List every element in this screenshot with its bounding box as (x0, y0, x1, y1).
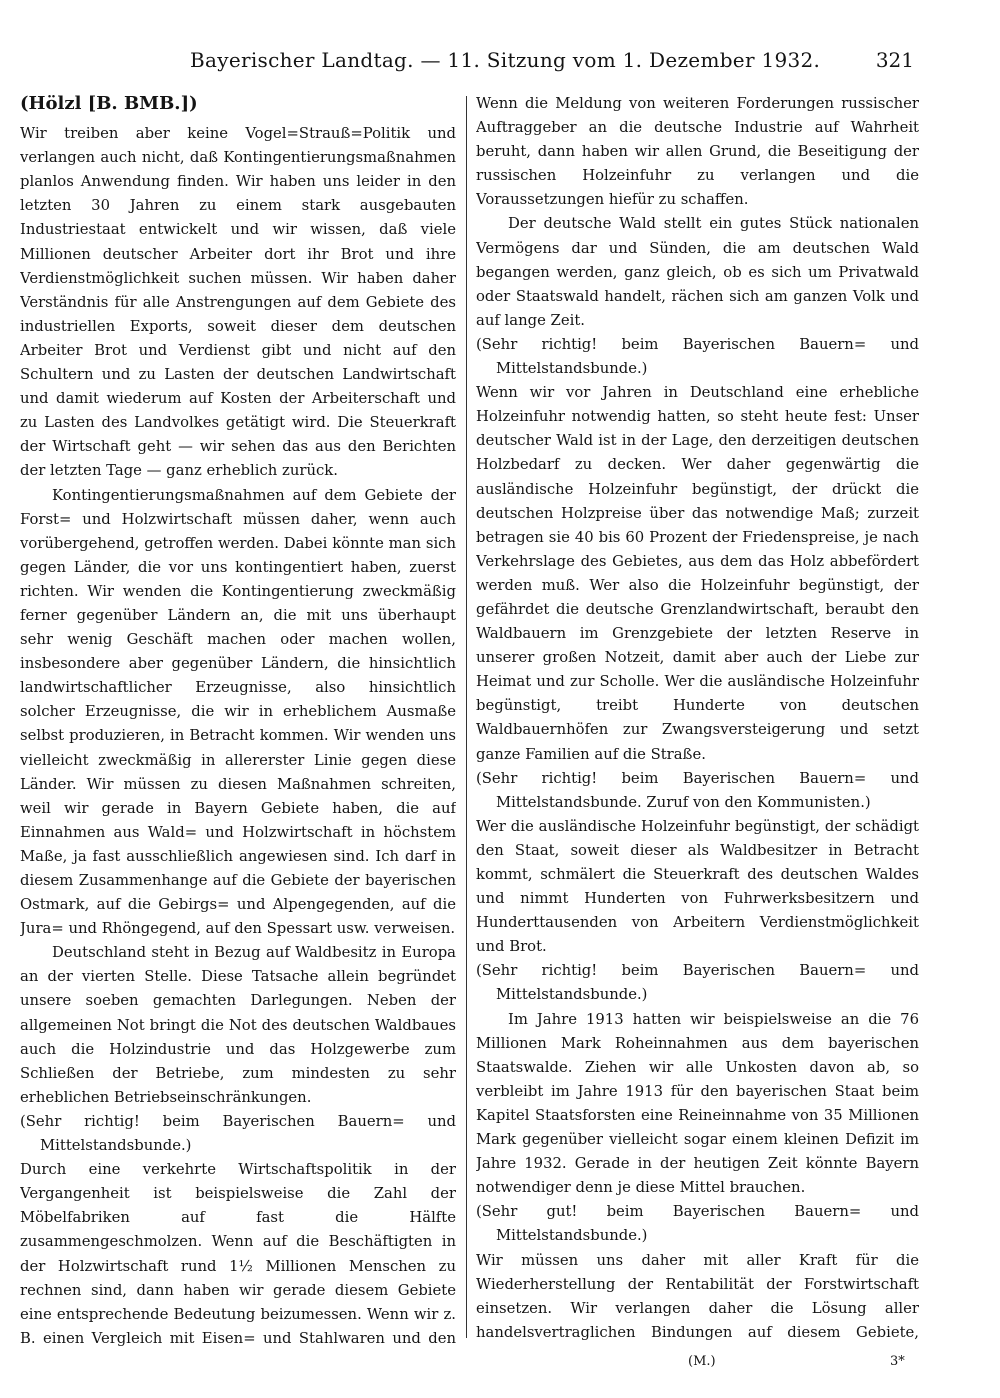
page-number: 321 (875, 48, 914, 72)
right-column (476, 92, 919, 1346)
running-title: Bayerischer Landtag. — 11. Sitzung vom 1. Dezember 1932. (190, 48, 821, 72)
printer-mark: (M.) (688, 1354, 716, 1369)
interjection: (Sehr richtig! beim Bayerischen Bauern= und Mittelstandsbunde.) (20, 1112, 456, 1155)
paragraph: Wer die ausländische Holzeinfuhr begünstigt, der schädigt den Staat, soweit dieser als Waldbesitzer in Betracht kommt, schmälert die Steuerkraft des deutschen Waldes und nimmt Hunderten von Fuhrwerksbesitzern und Hunderttausenden von Arbeitern Verdienstmöglichkeit und Brot. (476, 817, 919, 956)
paragraph: Wenn wir vor Jahren in Deutschland eine erhebliche Holzeinfuhr notwendig hatten, so steht heute fest: Unser deutscher Wald ist in der Lage, den derzeitigen deutschen Holzbedarf zu decken. Wer daher gegenwärtig die ausländische Holzeinfuhr begünstigt, der drückt die deutschen Holzpreise über das notwendige Maß; zurzeit betragen sie 40 bis 60 Prozent der Friedenspreise, je nach Verkehrslage des Gebietes, aus dem das Holz abbefördert werden muß. Wer also die Holzeinfuhr begünstigt, der gefährdet die deutsche Grenzlandwirtschaft, beraubt den Waldbauern im Grenzgebiete der letzten Reserve in unserer großen Notzeit, damit aber auch der Liebe zur Heimat und zur Scholle. Wer die ausländische Holzeinfuhr begünstigt, treibt Hunderte von deutschen Waldbauernhöfen zur Zwangsversteigerung und setzt ganze Familien auf die Straße. (476, 384, 919, 763)
signature-mark: 3* (890, 1354, 905, 1369)
interjection: (Sehr gut! beim Bayerischen Bauern= und Mittelstandsbunde.) (476, 1203, 919, 1245)
paragraph: Der deutsche Wald stellt ein gutes Stück nationalen Vermögens dar und Sünden, die am deutschen Wald begangen werden, ganz gleich, ob es sich um Privatwald oder Staatswald handelt, rächen sich am ganzen Volk und auf lange Zeit. (476, 215, 919, 329)
page-footer (0, 1354, 1000, 1376)
running-header (0, 48, 1000, 78)
column-divider (466, 96, 467, 1338)
paragraph: Wenn die Meldung von weiteren Forderungen russischer Auftraggeber an die deutsche Industrie auf Wahrheit beruht, dann haben wir allen Grund, die Beseitigung der russischen Holzeinfuhr zu verlangen und die Voraussetzungen hiefür zu schaffen. (476, 95, 919, 209)
interjection: (Sehr richtig! beim Bayerischen Bauern= und Mittelstandsbunde. Zuruf von den Kommunisten.) (476, 769, 919, 811)
paragraph: Wir treiben aber keine Vogel=Strauß=Politik und verlangen auch nicht, daß Kontingentierungsmaßnahmen planlos Anwendung finden. Wir haben uns leider in den letzten 30 Jahren zu einem stark ausgebauten Industriestaat entwickelt und wir wissen, daß viele Millionen deutscher Arbeiter dort ihr Brot und ihre Verdienstmöglichkeit suchen müssen. Wir haben daher Verständnis für alle Anstrengungen auf dem Gebiete des industriellen Exports, soweit dieser dem deutschen Arbeiter Brot und Verdienst gibt und nicht auf den Schultern und zu Lasten der deutschen Landwirtschaft und damit wiederum auf Kosten der Arbeiterschaft und zu Lasten des Landvolkes getätigt wird. Die Steuerkraft der Wirtschaft geht — wir sehen das aus den Berichten der letzten Tage — ganz erheblich zurück. (20, 125, 456, 480)
paragraph: Im Jahre 1913 hatten wir beispielsweise an die 76 Millionen Mark Roheinnahmen aus dem bayerischen Staatswalde. Ziehen wir alle Unkosten davon ab, so verbleibt im Jahre 1913 für den bayerischen Staat beim Kapitel Staatsforsten eine Reineinnahme von 35 Millionen Mark gegenüber vielleicht sogar einem kleinen Defizit im Jahre 1932. Gerade in der heutigen Zeit könnte Bayern notwendiger denn je diese Mittel brauchen. (476, 1010, 919, 1197)
paragraph: Deutschland steht in Bezug auf Waldbesitz in Europa an der vierten Stelle. Diese Tatsache allein begründet unsere soeben gemachten Darlegungen. Neben der allgemeinen Not bringt die Not des deutschen Waldbaues auch die Holzindustrie und das Holzgewerbe zum Schließen der Betriebe, zum mindesten zu sehr erheblichen Betriebseinschränkungen. (20, 944, 456, 1106)
paragraph: Kontingentierungsmaßnahmen auf dem Gebiete der Forst= und Holzwirtschaft müssen daher, wenn auch vorübergehend, getroffen werden. Dabei könnte man sich gegen Länder, die vor uns kontingentiert haben, zuerst richten. Wir wenden die Kontingentierung zweckmäßig ferner gegenüber Ländern an, die mit uns überhaupt sehr wenig Geschäft machen oder machen wollen, insbesondere aber gegenüber Ländern, die hinsichtlich landwirtschaftlicher Erzeugnisse, also hinsichtlich solcher Erzeugnisse, die wir in erheblichem Ausmaße selbst produzieren, in Betracht kommen. Wir wenden uns vielleicht zweckmäßig in allererster Linie gegen diese Länder. Wir müssen zu diesen Maßnahmen schreiten, weil wir gerade in Bayern Gebiete haben, die auf Einnahmen aus Wald= und Holzwirtschaft in höchstem Maße, ja fast ausschließlich angewiesen sind. Ich darf in diesem Zusammenhange auf die Gebiete der bayerischen Ostmark, auf die Gebirgs= und Alpengegenden, auf die Jura= und Rhöngegend, auf den Spessart usw. verweisen. (20, 486, 456, 938)
left-column (20, 92, 456, 1346)
paragraph: Durch eine verkehrte Wirtschaftspolitik in der Vergangenheit ist beispielsweise die Zahl der Möbelfabriken auf fast die Hälfte zusammengeschmolzen. Wenn auf die Beschäftigten in der Holzwirtschaft rund 1½ Millionen Menschen zu rechnen sind, dann haben wir gerade diesem Gebiete eine entsprechende Bedeutung beizumessen. Wenn wir z. B. einen Vergleich mit Eisen= und Stahlwaren und den (20, 1161, 456, 1346)
paragraph: Wir müssen uns daher mit aller Kraft für die Wiederherstellung der Rentabilität der Forstwirtschaft einsetzen. Wir verlangen daher die Lösung aller handelsvertraglichen Bindungen auf diesem Gebiete, (476, 1251, 919, 1341)
interjection: (Sehr richtig! beim Bayerischen Bauern= und Mittelstandsbunde.) (476, 335, 919, 378)
speaker-label: (Hölzl [B. BMB.]) (20, 93, 198, 114)
interjection: (Sehr richtig! beim Bayerischen Bauern= und Mittelstandsbunde.) (476, 962, 919, 1004)
